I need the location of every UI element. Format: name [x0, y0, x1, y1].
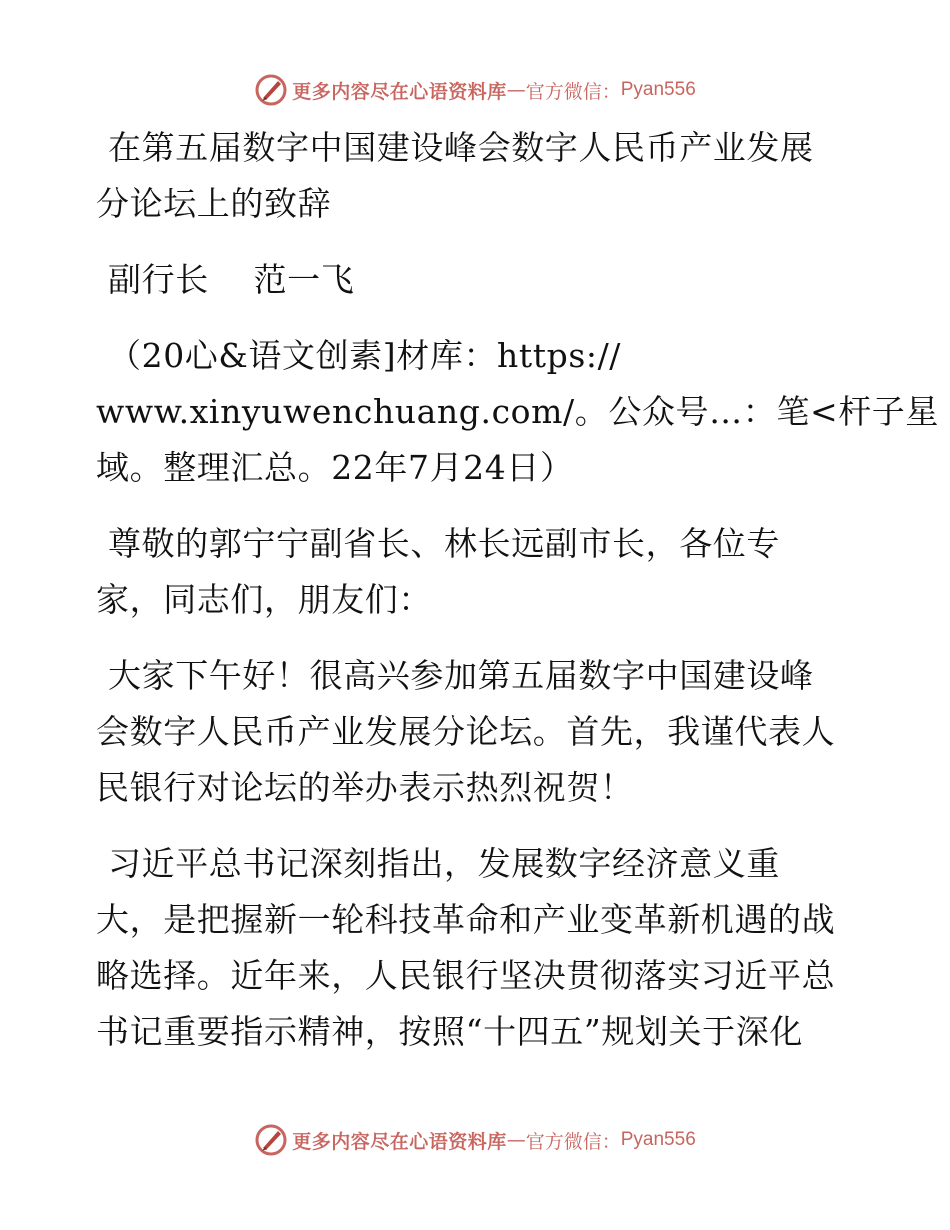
- author-line: 副行长 范一飞: [108, 260, 355, 299]
- quill-pen-logo-icon: [254, 73, 288, 107]
- paragraph-1-line-2: 会数字人民币产业发展分论坛。首先，我谨代表人: [96, 712, 836, 751]
- paragraph-1-line-1: 大家下午好！很高兴参加第五届数字中国建设峰: [108, 656, 814, 695]
- banner-wechat-label: 官方微信：: [525, 80, 621, 103]
- paragraph-2-line-1: 习近平总书记深刻指出，发展数字经济意义重: [108, 844, 780, 883]
- paragraph-2-line-2: 大，是把握新一轮科技革命和产业变革新机遇的战: [96, 900, 836, 939]
- document-body: [96, 120, 939, 1060]
- source-line-2: www.xinyuwenchuang.com/。公众号…：笔<杆子星: [96, 392, 939, 431]
- banner-main-text: 更多内容尽在心语资料库: [292, 1130, 507, 1153]
- banner-main-text: 更多内容尽在心语资料库: [292, 80, 507, 103]
- banner-wechat-id: Pyan556: [620, 79, 696, 100]
- paragraph-2-line-4: 书记重要指示精神，按照“十四五”规划关于深化: [96, 1012, 803, 1051]
- greeting-line-1: 尊敬的郭宁宁副省长、林长远副市长，各位专: [108, 524, 780, 563]
- banner-wechat-label: 官方微信：: [525, 1130, 621, 1153]
- quill-pen-logo-icon: [254, 1123, 288, 1157]
- banner-separator: —: [506, 1129, 526, 1151]
- paragraph-2-line-3: 略选择。近年来，人民银行坚决贯彻落实习近平总: [96, 956, 836, 995]
- paragraph-1-line-3: 民银行对论坛的举办表示热烈祝贺！: [96, 768, 634, 807]
- footer-watermark-banner: [0, 1120, 950, 1160]
- banner-wechat-id: Pyan556: [620, 1129, 696, 1150]
- header-watermark-banner: [0, 70, 950, 110]
- banner-separator: —: [506, 79, 526, 101]
- source-line-1: （20心&语文创素]材库：https://: [108, 336, 622, 375]
- greeting-line-2: 家，同志们，朋友们：: [96, 580, 432, 619]
- source-line-3: 域。整理汇总。22年7月24日）: [96, 448, 574, 487]
- doc-title-line-1: 在第五届数字中国建设峰会数字人民币产业发展: [108, 128, 814, 167]
- doc-title-line-2: 分论坛上的致辞: [96, 184, 332, 223]
